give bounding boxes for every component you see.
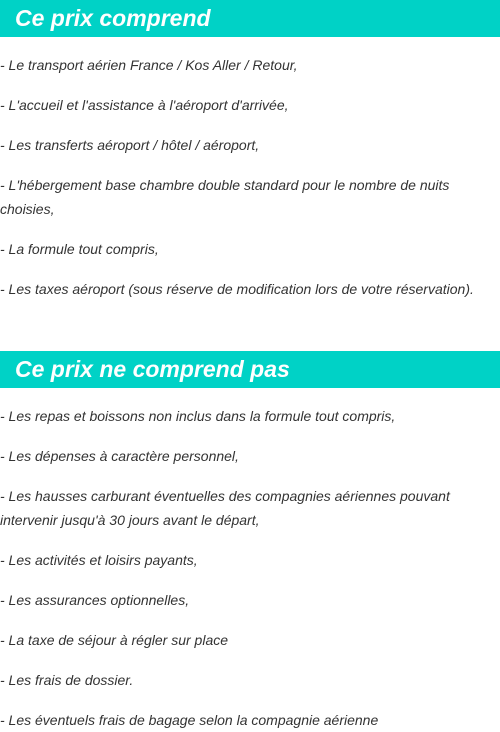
- included-item: - La formule tout compris,: [0, 241, 159, 257]
- not-included-item: - Les assurances optionnelles,: [0, 592, 190, 608]
- included-item: - Les taxes aéroport (sous réserve de modification lors de votre réservation).: [0, 281, 474, 297]
- section-title-included: Ce prix comprend: [0, 0, 500, 37]
- included-item: - L'hébergement base chambre double standard pour le nombre de nuits choisies,: [0, 177, 450, 217]
- not-included-item: - La taxe de séjour à régler sur place: [0, 632, 229, 648]
- not-included-item: - Les dépenses à caractère personnel,: [0, 448, 239, 464]
- not-included-item: - Les hausses carburant éventuelles des compagnies aériennes pouvant intervenir jusqu'à 30 jours avant le départ,: [0, 488, 450, 528]
- included-item: - Le transport aérien France / Kos Aller / Retour,: [0, 57, 298, 73]
- included-item: - Les transferts aéroport / hôtel / aéroport,: [0, 137, 260, 153]
- not-included-item: - Les frais de dossier.: [0, 672, 134, 688]
- section-title-not-included: Ce prix ne comprend pas: [0, 351, 500, 388]
- not-included-item: - Les activités et loisirs payants,: [0, 552, 198, 568]
- not-included-item: - Les repas et boissons non inclus dans la formule tout compris,: [0, 408, 396, 424]
- not-included-item: - Les éventuels frais de bagage selon la compagnie aérienne: [0, 712, 379, 728]
- included-item: - L'accueil et l'assistance à l'aéroport d'arrivée,: [0, 97, 289, 113]
